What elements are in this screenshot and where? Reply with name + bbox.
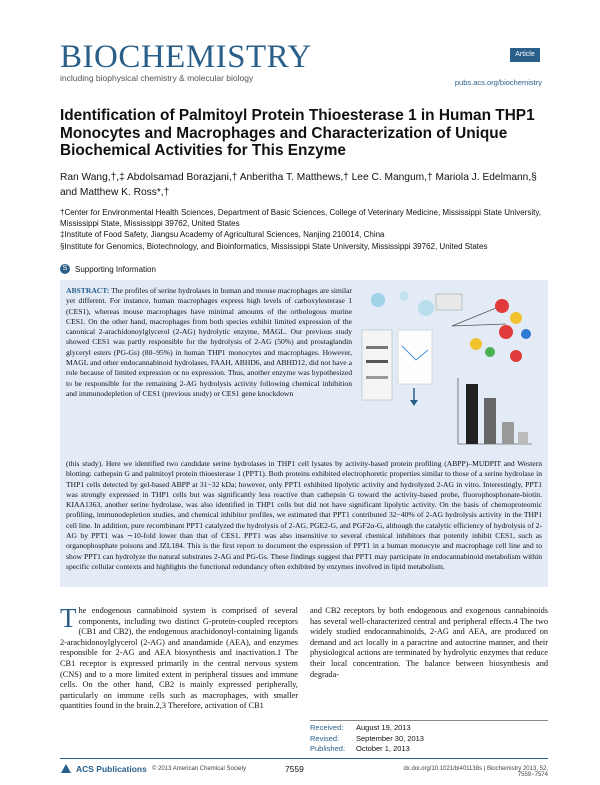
article-title: Identification of Palmitoyl Protein Thioesterase 1 in Human THP1 Monocytes and Macrophages and Characterization of Unique Biochemical Activities for This Enzyme [60, 107, 535, 159]
affiliation-3: §Institute for Genomics, Biotechnology, and Bioinformatics, Mississippi State University, Mississippi 39762, United States [60, 242, 488, 251]
abstract-text-top [66, 286, 352, 399]
abstract-body-top: The profiles of serine hydrolases in human and mouse macrophages are similar yet different. For instance, human macrophages express high levels of carboxylesterase 1 (CES1), whereas mouse macrophages have minimal amounts of the orthologous murine CES1. On the other hand, macrophages from both species exhibit limited expression of the canonical 2-arachidonoylglycerol (2-AG) hydrolytic enzyme, MAGL. Our previous study showed CES1 was partly responsible for the hydrolysis of 2-AG (50%) and prostaglandin glyceryl esters (PG-Gs) (80–95%) in human THP1 monocytes and macrophages. However, MAGL and other endocannabinoid hydrolases, FAAH, ABHD6, and ABHD12, did not have a role because of limited expression or no expression. Thus, another enzyme was hypothesized to be responsible for the remaining 2-AG hydrolysis activity following chemical inhibition and immunodepletion of CES1 (previous study) or CES1 gene knockdown [66, 286, 353, 398]
supporting-information-label: Supporting Information [75, 264, 156, 274]
date-row: Received: August 19, 2013 [310, 723, 411, 732]
body-column-left [60, 603, 298, 712]
gel-lane-image [362, 330, 392, 400]
journal-url-link[interactable]: pubs.acs.org/biochemistry [454, 78, 542, 87]
cell-icon [371, 293, 385, 307]
enzyme-icon [495, 299, 509, 313]
doi-citation[interactable]: dx.doi.org/10.1021/bi401138s | Biochemistry 2013, 52, 7559−7574 [403, 766, 548, 778]
hydrolase-pathway-diagram [362, 291, 532, 444]
affiliation-2: ‡Institute of Food Safety, Jiangsu Academy of Agricultural Sciences, Nanjing 210014, China [60, 230, 385, 239]
body-column-right: and CB2 receptors by both endogenous and exogenous cannabinoids has several well-characterized central and peripheral effects.4 The two widely studied endocannabinoids, 2-AG and AEA, are produced on demand and act locally in a paracrine and autocrine manner, and their physiological actions are terminated by hydrolytic enzymes that reduce their local concentration. The balance between biosynthesis and degrada- [310, 606, 548, 679]
abstract-body-bottom: (this study). Here we identified two candidate serine hydrolases in THP1 cell lysates by activity-based protein profiling (ABPP)–MUDPIT and Western blotting: cathepsin G and palmitoyl protein thioesterase 1 (PPT1). Both proteins exhibited electrophoretic properties similar to those of a serine hydrolase in THP1 cells detected by gel-based ABPP at 31−32 kDa; however, only PPT1 exhibited lipolytic activity and hydrolyzed 2-AG in vitro. Interestingly, PPT1 was strongly expressed in THP1 cells but was significantly less reactive than cathepsin G toward the activity-based probe, fluorophosphonate-biotin. KIAA1363, another serine hydrolase, was also identified in THP1 cells but did not have significant lipolytic activity. On the basis of chemoproteomic profiling, immunodepletion studies, and chemical inhibitor profiles, we estimated that PPT1 contributed 32−40% of 2-AG hydrolysis activity in the THP1 cell line. In addition, pure recombinant PPT1 catalyzed the hydrolysis of 2-AG, PGE2-G, and PGF2α-G, although the catalytic efficiency of hydrolysis of 2-AG by PPT1 was ∼10-fold lower than that of CES1. PPT1 was also insensitive to several chemical inhibitors that potently inhibit CES1, such as organophosphate poisons and JZL184. This is the first report to document the expression of PPT1 in a human monocyte and macrophage cell line and to show PPT1 can hydrolyze the natural substrates 2-AG and PG-Gs. These findings suggest that PPT1 may participate in endocannabinoid metabolism within specific cellular contexts and highlights the functional redundancy often exhibited by enzymes involved in lipid metabolism. [66, 459, 542, 571]
date-row: Published: October 1, 2013 [310, 744, 410, 753]
copyright-notice: © 2013 American Chemical Society [152, 766, 247, 772]
abstract-label: ABSTRACT: [66, 286, 110, 295]
acs-logo-icon [60, 763, 72, 775]
journal-subtitle: including biophysical chemistry & molecular biology [60, 73, 254, 83]
author-list: Ran Wang,†,‡ Abdolsamad Borazjani,† Anberitha T. Matthews,† Lee C. Mangum,† Mariola J. Edelmann,§ and Matthew K. Ross*,† [60, 172, 537, 198]
toc-graphic [356, 286, 542, 456]
acs-logo-text: ACS Publications [76, 764, 147, 774]
date-row: Revised: September 30, 2013 [310, 733, 424, 743]
page-number: 7559 [285, 764, 304, 774]
affiliation-1: †Center for Environmental Health Sciences, Department of Basic Sciences, College of Veterinary Medicine, Mississippi State University, Mississippi State, Mississippi 39762, United States [60, 208, 541, 228]
drop-cap: T [60, 603, 77, 633]
journal-name: BIOCHEMISTRY [60, 39, 312, 75]
article-type-badge: Article [510, 48, 540, 62]
footer-divider [60, 758, 548, 759]
article-dates [310, 720, 548, 755]
bar-chart-inset [458, 378, 532, 444]
supporting-info-icon: S [60, 264, 70, 274]
supporting-information-link[interactable] [60, 264, 156, 274]
acs-publications-logo [60, 763, 147, 775]
body-text-left: he endogenous cannabinoid system is comprised of several components, including two distinct G-protein-coupled receptors (CB1 and CB2), the endogenous arachidonoyl-containing ligands 2-arachidonoylglycerol (2-AG) and anandamide (AEA), and enzymes responsible for 2-AG and AEA biosynthesis and inactivation.1 The CB1 receptor is expressed primarily in the central nervous system (CNS) and to a more limited extent in peripheral tissues and immune cells. On the other hand, CB2 is mainly expressed peripherally, particularly on immune cells such as macrophages, with smaller quantities found in the brain.2,3 Therefore, activation of CB1 [60, 606, 298, 711]
